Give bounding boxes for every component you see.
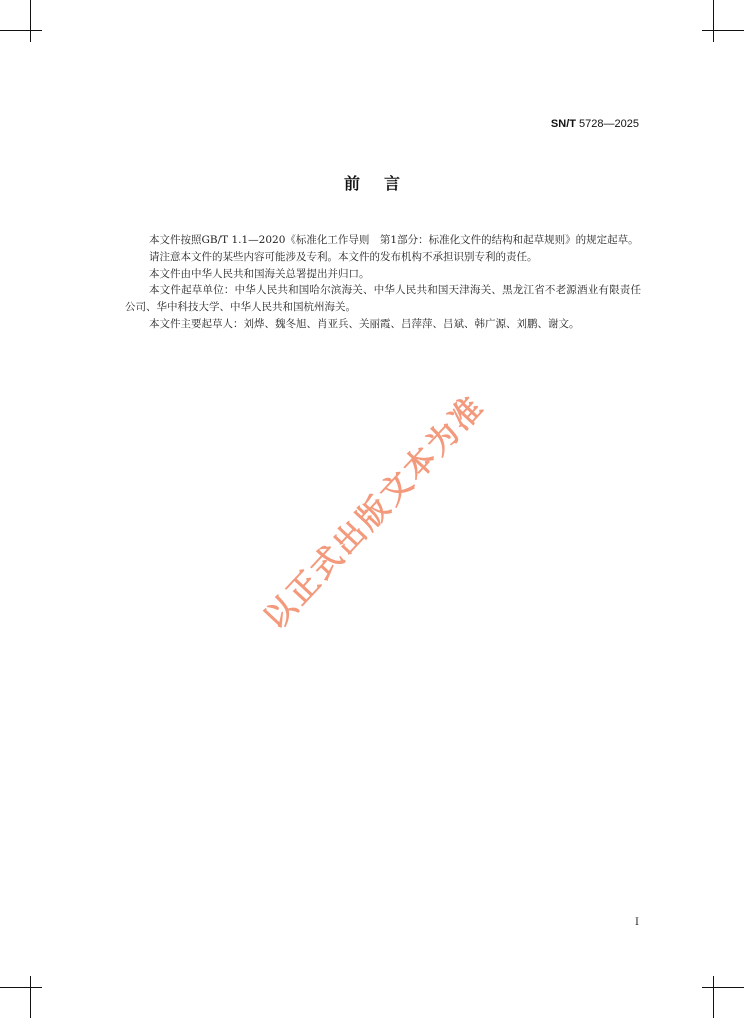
page-title: 前言 [343, 174, 424, 193]
paragraph-drafters: 本文件主要起草人：刘烨、魏冬旭、肖亚兵、关丽霞、吕萍萍、吕斌、韩广源、刘鹏、谢文。 [149, 317, 580, 330]
paragraph-drafting-rules: 本文件按照GB/T 1.1—2020《标准化工作导则 第1部分：标准化文件的结构和起草规则》的规定起草。 [149, 234, 639, 246]
crop-mark-top-right-vertical [713, 0, 714, 42]
page-number: I [635, 917, 639, 928]
foreword-body [125, 232, 641, 333]
crop-mark-bottom-right-vertical [713, 976, 714, 1018]
crop-mark-bottom-left-vertical [30, 976, 31, 1018]
crop-mark-bottom-right-horizontal [702, 987, 744, 988]
standard-code-prefix: SN/T [550, 118, 576, 130]
crop-mark-top-right-horizontal [702, 30, 744, 31]
crop-mark-top-left-vertical [30, 0, 31, 42]
watermark-text: 以正式出版文本为准 [257, 388, 493, 637]
standard-code-number: 5728—2025 [579, 118, 639, 130]
paragraph-proposer: 本文件由中华人民共和国海关总署提出并归口。 [149, 267, 370, 280]
crop-mark-top-left-horizontal [0, 30, 42, 31]
crop-mark-bottom-left-horizontal [0, 987, 42, 988]
standard-code [551, 118, 639, 130]
paragraph-drafting-units: 本文件起草单位：中华人民共和国哈尔滨海关、中华人民共和国天津海关、黑龙江省不老源酒业有限责任公司、华中科技大学、中华人民共和国杭州海关。 [125, 284, 641, 314]
paragraph-patent-notice: 请注意本文件的某些内容可能涉及专利。本文件的发布机构不承担识别专利的责任。 [149, 250, 538, 263]
